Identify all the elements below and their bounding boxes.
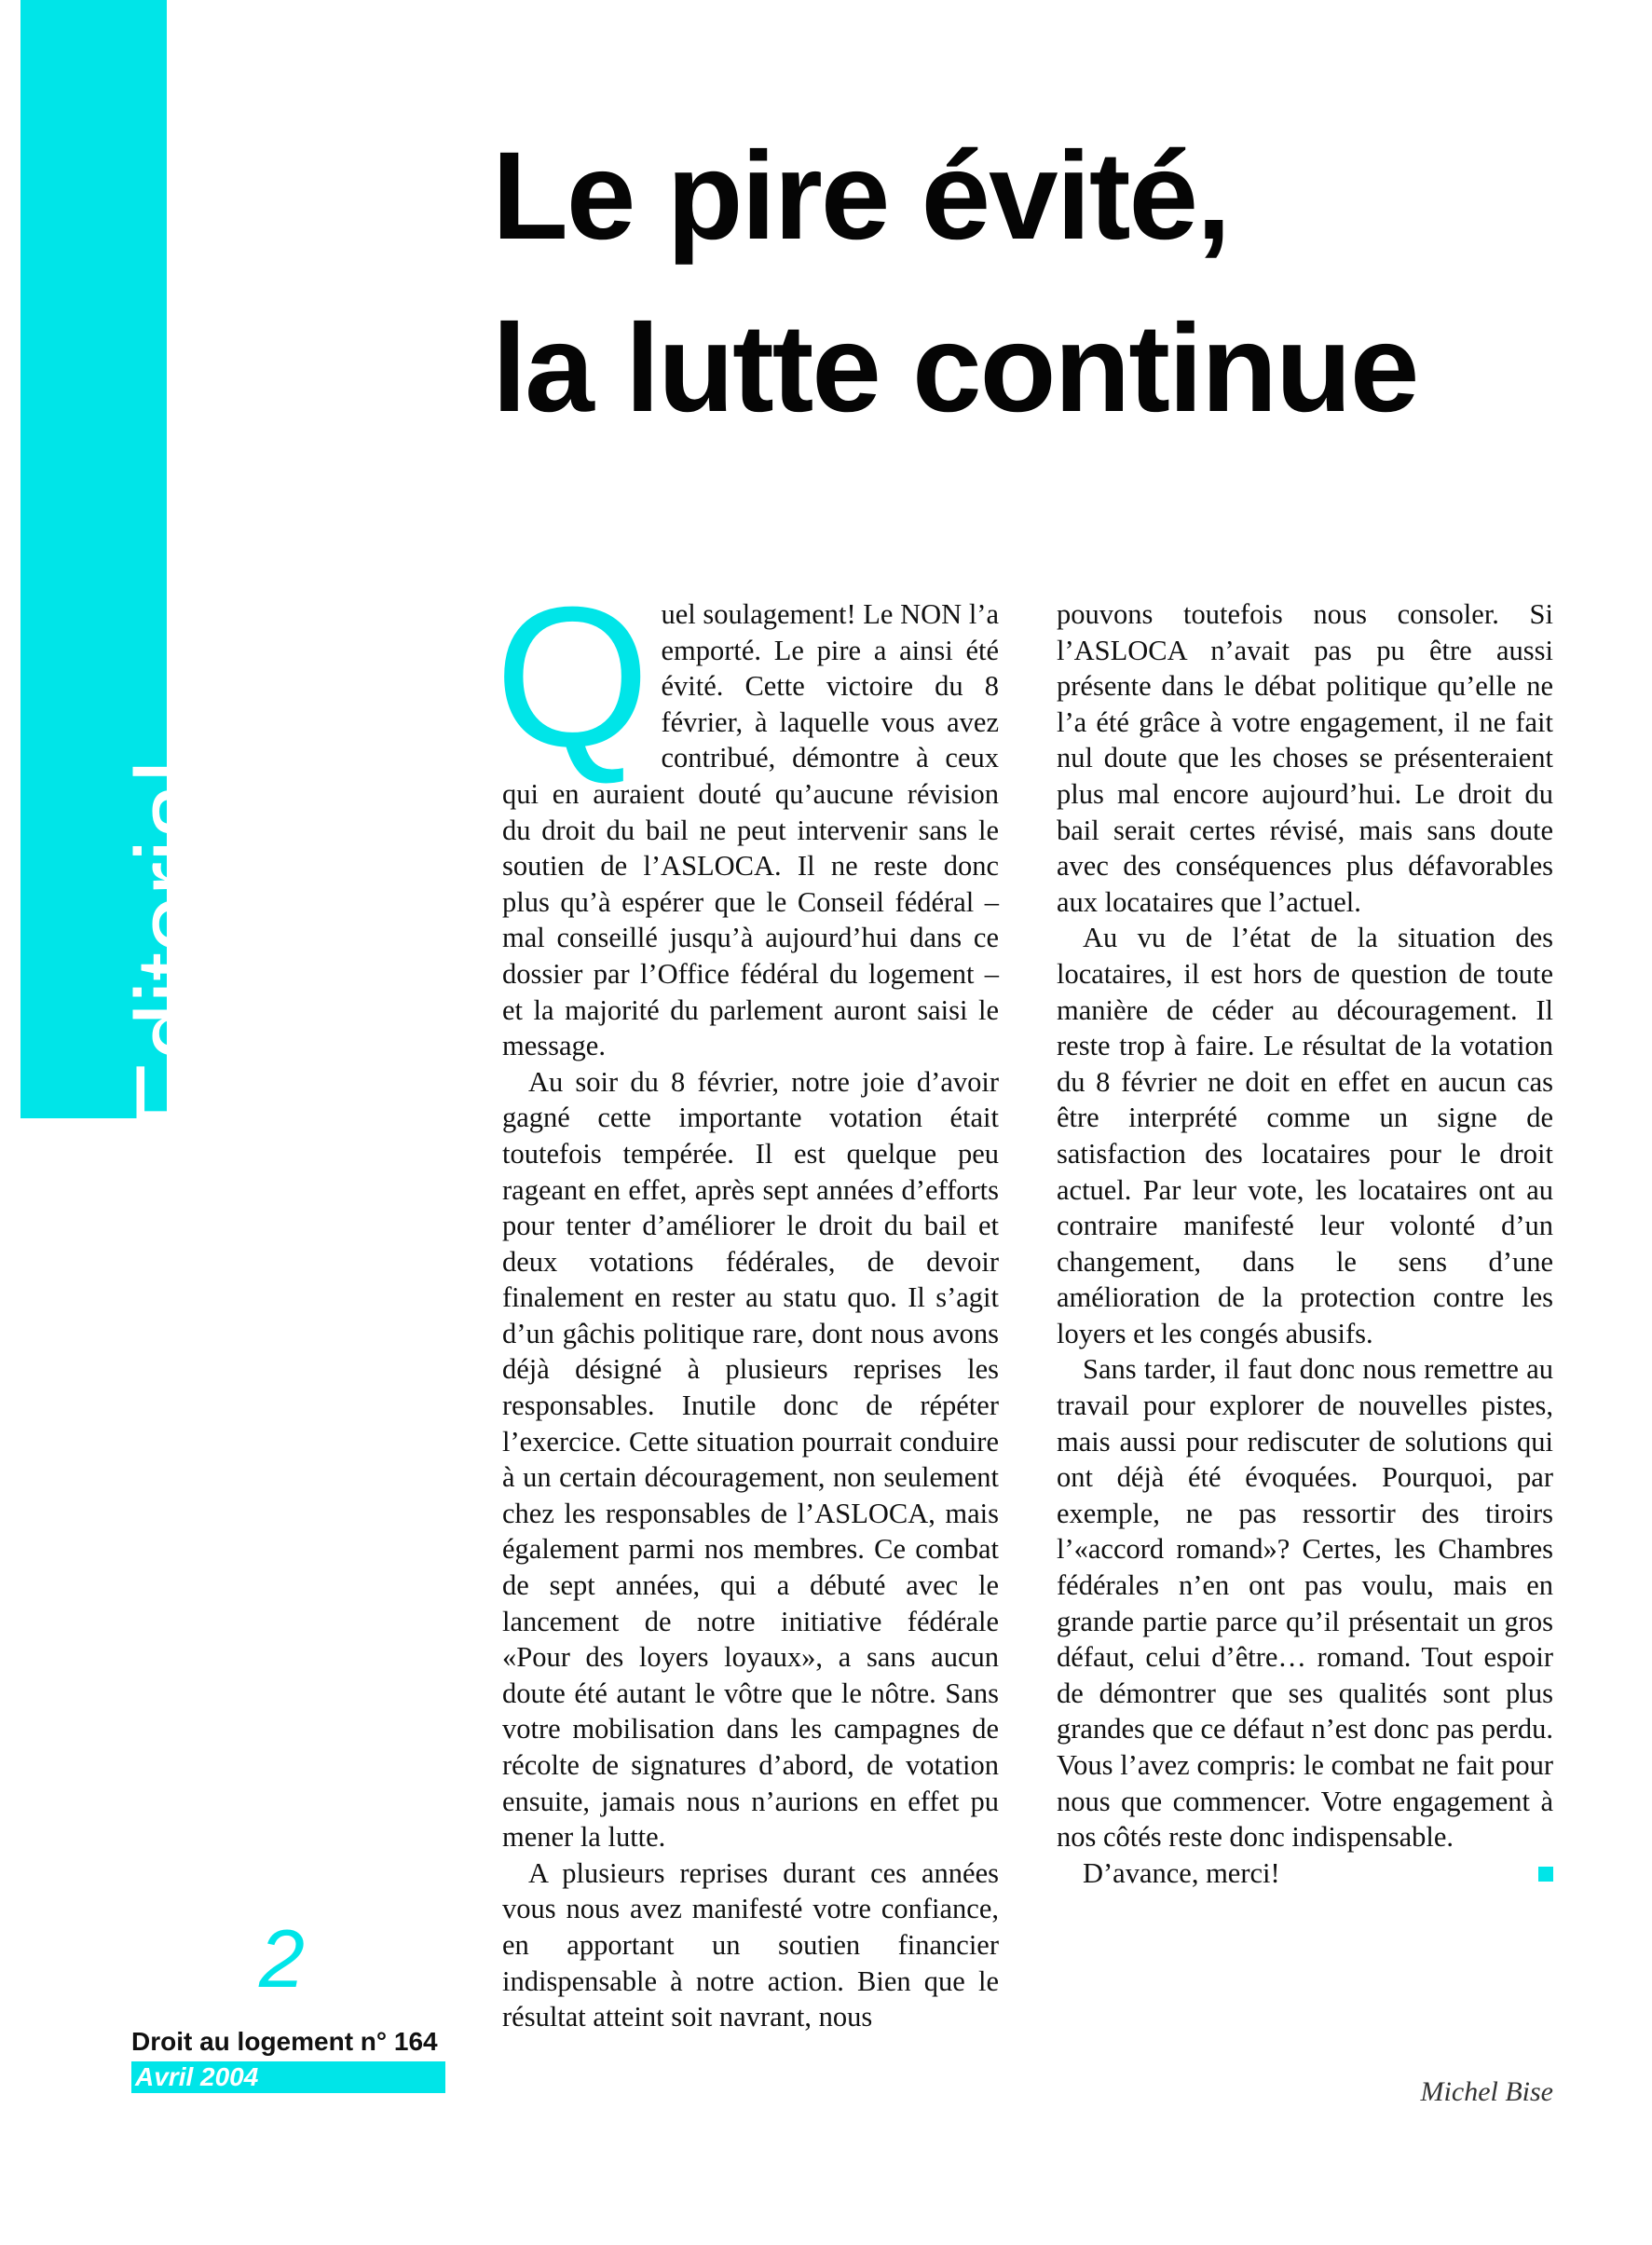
page-number: 2 [259,1912,305,2005]
headline-line-1: Le pire évité, [492,127,1230,266]
drop-cap: Q [495,566,650,788]
headline-line-2: la lutte continue [492,299,1418,438]
publication-title: Droit au logement n° 164 [131,2027,438,2056]
headline [492,110,1563,455]
article-paragraph-6 [1057,1855,1553,1892]
paragraph-1-text: uel soulagement! Le NON l’a emporté. Le pire a ainsi été évité. Cette victoire du 8 février, à laquelle vous avez contribué, démontre à ceux qui en auraient douté qu’aucune révision du droit du bail ne peut intervenir sans le soutien de l’ASLOCA. Il ne reste donc plus qu’à espérer que le Conseil fédéral – mal conseillé jusqu’à aujourd’hui dans ce dossier par l’Office fédéral du logement – et la majorité du parlement auront saisi le message. [502,598,999,1062]
article-paragraph-4: Au vu de l’état de la situation des locataires, il est hors de question de toute manière de céder au découragement. Il reste trop à faire. Le résultat de la votation du 8 février ne doit en effet en aucun cas être interprété comme un signe de satisfaction des locataires pour le droit actuel. Par leur vote, les locataires ont au contraire manifesté leur volonté d’un changement, dans le sens d’une amélioration de la protection contre les loyers et les congés abusifs. [1057,922,1553,1349]
article-paragraph-2: Au soir du 8 février, notre joie d’avoir gagné cette importante votation était toutefois tempérée. Il est quelque peu rageant en effet, après sept années d’efforts pour tenter d’améliorer le droit du bail et deux votations fédérales, de devoir finalement en rester au statu quo. Il s’agit d’un gâchis politique rare, dont nous avons déjà désigné à plusieurs reprises les responsables. Inutile donc de répéter l’exercice. Cette situation pourrait conduire à un certain découragement, non seulement chez les responsables de l’ASLOCA, mais également parmi nos membres. Ce combat de sept années, qui a débuté avec le lancement de notre initiative fédérale «Pour des loyers loyaux», a sans aucun doute été autant le vôtre que le nôtre. Sans votre mobilisation dans les campagnes de récolte de signatures d’abord, de votation ensuite, jamais nous n’aurions en effet pu mener la lutte. [502,1065,999,1854]
closing-text: D’avance, merci! [1083,1856,1280,1889]
article-column-1 [495,566,999,2035]
article-paragraph-3-end: pouvons toutefois nous consoler. Si l’ASLOCA n’avait pas pu être aussi présente dans le débat politique qu’elle ne l’a été grâce à votre engagement, il ne fait nul doute que les choses se présenteraient plus mal encore aujourd’hui. Le droit du bail serait certes révisé, mais sans doute avec des conséquences plus défavorables aux locataires que l’actuel. [1057,598,1553,918]
article-paragraph-3-start: A plusieurs reprises durant ces années vous nous avez manifesté votre confiance, en apportant un soutien financier indispensable à notre action. Bien que le résultat atteint soit navrant, nous [502,1856,999,2033]
section-label-text: Editorial [115,760,231,1129]
article-paragraph-1 [495,566,999,1064]
publication-date: Avril 2004 [131,2061,445,2093]
article-column-2 [1057,596,1553,1891]
article-paragraph-5: Sans tarder, il faut donc nous remettre au travail pour explorer de nouvelles pistes, mais aussi pour rediscuter de solutions qui ont déjà été évoquées. Pourquoi, par exemple, ne pas ressortir des tiroirs l’«accord romand»? Certes, les Chambres fédérales n’en ont pas voulu, mais en grande partie parce qu’il présentait un gros défaut, celui d’être… romand. Tout espoir de démontrer que ses qualités sont plus grandes que ce défaut n’est donc pas perdu. Vous l’avez compris: le combat ne fait pour nous que commencer. Votre engagement à nos côtés reste donc indispensable. [1057,1353,1553,1854]
author-signature: Michel Bise [1420,2076,1553,2107]
end-of-article-mark [1538,1867,1553,1882]
